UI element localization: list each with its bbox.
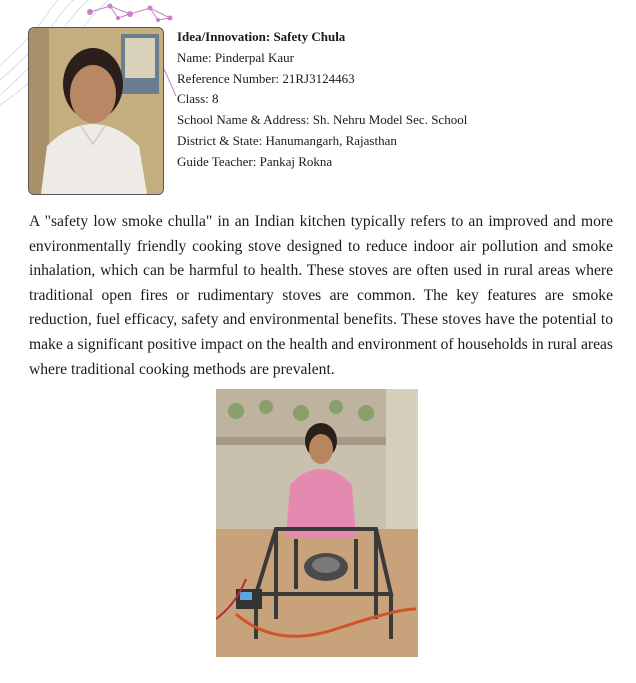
student-portrait-photo: [28, 27, 164, 195]
idea-title: Idea/Innovation: Safety Chula: [177, 29, 346, 44]
reference-number: Reference Number: 21RJ3124463: [177, 70, 355, 86]
school-name-address: School Name & Address: Sh. Nehru Model Sec. School: [177, 112, 468, 128]
student-name: Name: Pinderpal Kaur: [177, 49, 294, 65]
district-state: District & State: Hanumangarh, Rajasthan: [177, 132, 397, 148]
student-class: Class: 8: [177, 91, 219, 107]
profile-info: [177, 27, 467, 173]
project-photo: [216, 389, 418, 657]
guide-teacher: Guide Teacher: Pankaj Rokna: [177, 153, 333, 169]
description-paragraph: A "safety low smoke chulla" in an Indian kitchen typically refers to an improved and more environmentally friendly cooking stove designed to reduce indoor air pollution and smoke inhalation, which can be harmful to health. These stoves are often used in rural areas where traditional open fires or rudimentary stoves are common. The key features are smoke reduction, fuel efficacy, safety and environmental benefits. These stoves have the potential to make a significant positive impact on the health and environment of households in rural areas where traditional cooking methods are prevalent.: [29, 213, 613, 378]
